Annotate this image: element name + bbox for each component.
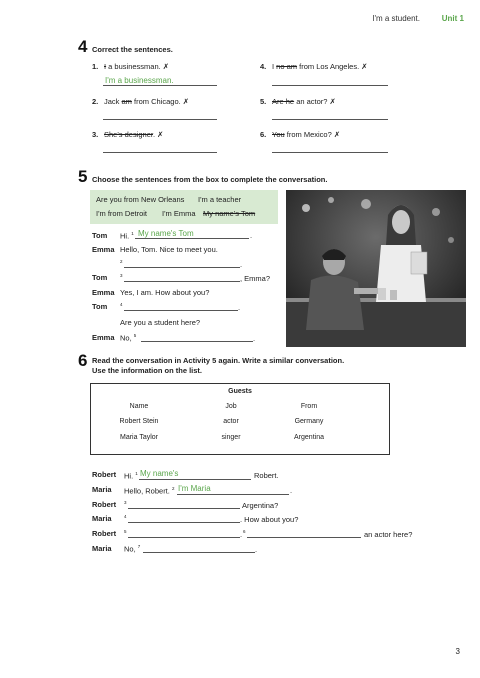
- speaker-tom-1: Tom: [92, 231, 108, 240]
- a6-blank-6[interactable]: [247, 537, 361, 538]
- dialogue-end-3: , Emma?: [240, 274, 271, 283]
- page-number: 3: [455, 647, 460, 656]
- box-phrase-1: Are you from New Orleans: [96, 195, 185, 204]
- a6-end-4: . How about you?: [240, 515, 299, 524]
- dialogue-blank-3[interactable]: [124, 281, 240, 282]
- table-cell: Robert Stein: [119, 418, 159, 425]
- speaker-emma-1: Emma: [92, 245, 115, 254]
- a6-sup-5: 5: [124, 529, 127, 534]
- a6-blank-3[interactable]: [128, 508, 240, 509]
- a6-end-7: .: [255, 545, 258, 554]
- speaker-maria-3: Maria: [92, 544, 112, 553]
- a6-line-robert-1: Hi. $^1$: [124, 471, 138, 481]
- activity-6-number: 6: [78, 351, 88, 370]
- speaker-robert-1: Robert: [92, 470, 117, 479]
- a6-sup-3: 3: [124, 500, 127, 505]
- dialogue-line-emma-2: Yes, I am. How about you?: [120, 288, 210, 297]
- table-cell: actor: [223, 418, 239, 425]
- activity-5-number: 5: [78, 167, 88, 186]
- dialogue-end-2: .: [240, 260, 243, 269]
- a6-blank-1[interactable]: [139, 479, 251, 480]
- dialogue-blank-1[interactable]: [135, 238, 249, 239]
- a6-line-maria-1: Hello, Robert. $^2$: [124, 486, 175, 496]
- answer-line-2[interactable]: [103, 119, 217, 120]
- exercise-item-4: 4. I no am from Los Angeles. ✗: [260, 62, 368, 71]
- a6-mid-5: .: [240, 530, 243, 539]
- a6-answer-2: I'm Maria: [178, 484, 211, 493]
- answer-line-4[interactable]: [272, 85, 388, 86]
- speaker-robert-2: Robert: [92, 500, 117, 509]
- exercise-item-3: 3. She's designer. ✗: [92, 130, 164, 139]
- a6-blank-7[interactable]: [143, 552, 255, 553]
- col-header-job: Job: [225, 403, 237, 410]
- dialogue-sup-4: 4: [120, 302, 123, 307]
- a6-line-maria-3: No, $^7$: [124, 544, 141, 554]
- answer-line-5[interactable]: [272, 119, 388, 120]
- speaker-emma-2: Emma: [92, 288, 115, 297]
- dialogue-answer-1: My name's Tom: [138, 229, 194, 238]
- activity-6-instruction-2: Use the information on the list.: [92, 366, 203, 375]
- activity-5-instruction: Choose the sentences from the box to complete the conversation.: [92, 175, 328, 184]
- activity-4-number: 4: [78, 37, 88, 56]
- a6-end-6: an actor here?: [364, 530, 413, 539]
- dialogue-blank-4[interactable]: [124, 310, 238, 311]
- a6-sup-4: 4: [124, 514, 127, 519]
- a6-end-1: Robert.: [254, 471, 279, 480]
- activity-4-instruction: Correct the sentences.: [92, 45, 173, 54]
- box-phrase-4: I'm Emma: [162, 209, 196, 218]
- speaker-maria-1: Maria: [92, 485, 112, 494]
- a6-blank-5[interactable]: [128, 537, 240, 538]
- dialogue-line-emma-1: Hello, Tom. Nice to meet you.: [120, 245, 218, 254]
- dialogue-end-4: .: [238, 303, 241, 312]
- answer-1-text: I'm a businessman.: [105, 76, 174, 85]
- word-box: [90, 190, 278, 224]
- dialogue-line-tom-1: Hi. $^1$: [120, 231, 134, 241]
- box-phrase-5: My name's Tom: [203, 209, 256, 218]
- a6-blank-2[interactable]: [177, 494, 289, 495]
- speaker-tom-3: Tom: [92, 302, 108, 311]
- dialogue-sup-3: 3: [120, 273, 123, 278]
- dialogue-line-tom-3b: Are you a student here?: [120, 318, 201, 327]
- dialogue-line-emma-3: No, $^5$: [120, 333, 137, 343]
- a6-sup-6: 6: [243, 529, 246, 534]
- dialogue-end-5: .: [253, 334, 256, 343]
- table-cell: singer: [221, 434, 241, 441]
- col-header-from: From: [300, 403, 318, 410]
- header-title: I'm a student.: [372, 14, 420, 23]
- box-phrase-3: I'm from Detroit: [96, 209, 148, 218]
- photo-illustration: [286, 190, 466, 347]
- unit-label: Unit 1: [441, 14, 464, 23]
- speaker-emma-3: Emma: [92, 333, 115, 342]
- exercise-item-2: 2. Jack am from Chicago. ✗: [92, 97, 190, 106]
- table-cell: Germany: [294, 418, 324, 425]
- a6-answer-1: My name's: [140, 469, 179, 478]
- col-header-name: Name: [129, 403, 149, 410]
- dialogue-blank-5[interactable]: [141, 341, 253, 342]
- exercise-item-5: 5. Are he an actor? ✗: [260, 97, 336, 106]
- dialogue-blank-2[interactable]: [124, 267, 240, 268]
- answer-line-3[interactable]: [103, 152, 217, 153]
- exercise-item-1: 1. I a businessman. ✗: [92, 62, 170, 71]
- box-phrase-2: I'm a teacher: [198, 195, 242, 204]
- speaker-robert-3: Robert: [92, 529, 117, 538]
- guests-title: Guests: [228, 388, 252, 395]
- table-cell: Argentina: [294, 434, 324, 441]
- speaker-tom-2: Tom: [92, 273, 108, 282]
- activity-6-instruction-1: Read the conversation in Activity 5 again. Write a similar conversation.: [92, 356, 345, 365]
- a6-blank-4[interactable]: [128, 522, 240, 523]
- exercise-item-6: 6. You from Mexico? ✗: [260, 130, 341, 139]
- dialogue-end-1: .: [250, 231, 253, 240]
- speaker-maria-2: Maria: [92, 514, 112, 523]
- conversation-photo: [286, 190, 466, 347]
- a6-end-2: .: [290, 486, 293, 495]
- guests-table: [90, 383, 390, 455]
- answer-line-1[interactable]: [103, 85, 217, 86]
- answer-line-6[interactable]: [272, 152, 388, 153]
- table-cell: Maria Taylor: [120, 434, 158, 441]
- dialogue-sup-2: 2: [120, 259, 123, 264]
- a6-end-3: Argentina?: [242, 501, 279, 510]
